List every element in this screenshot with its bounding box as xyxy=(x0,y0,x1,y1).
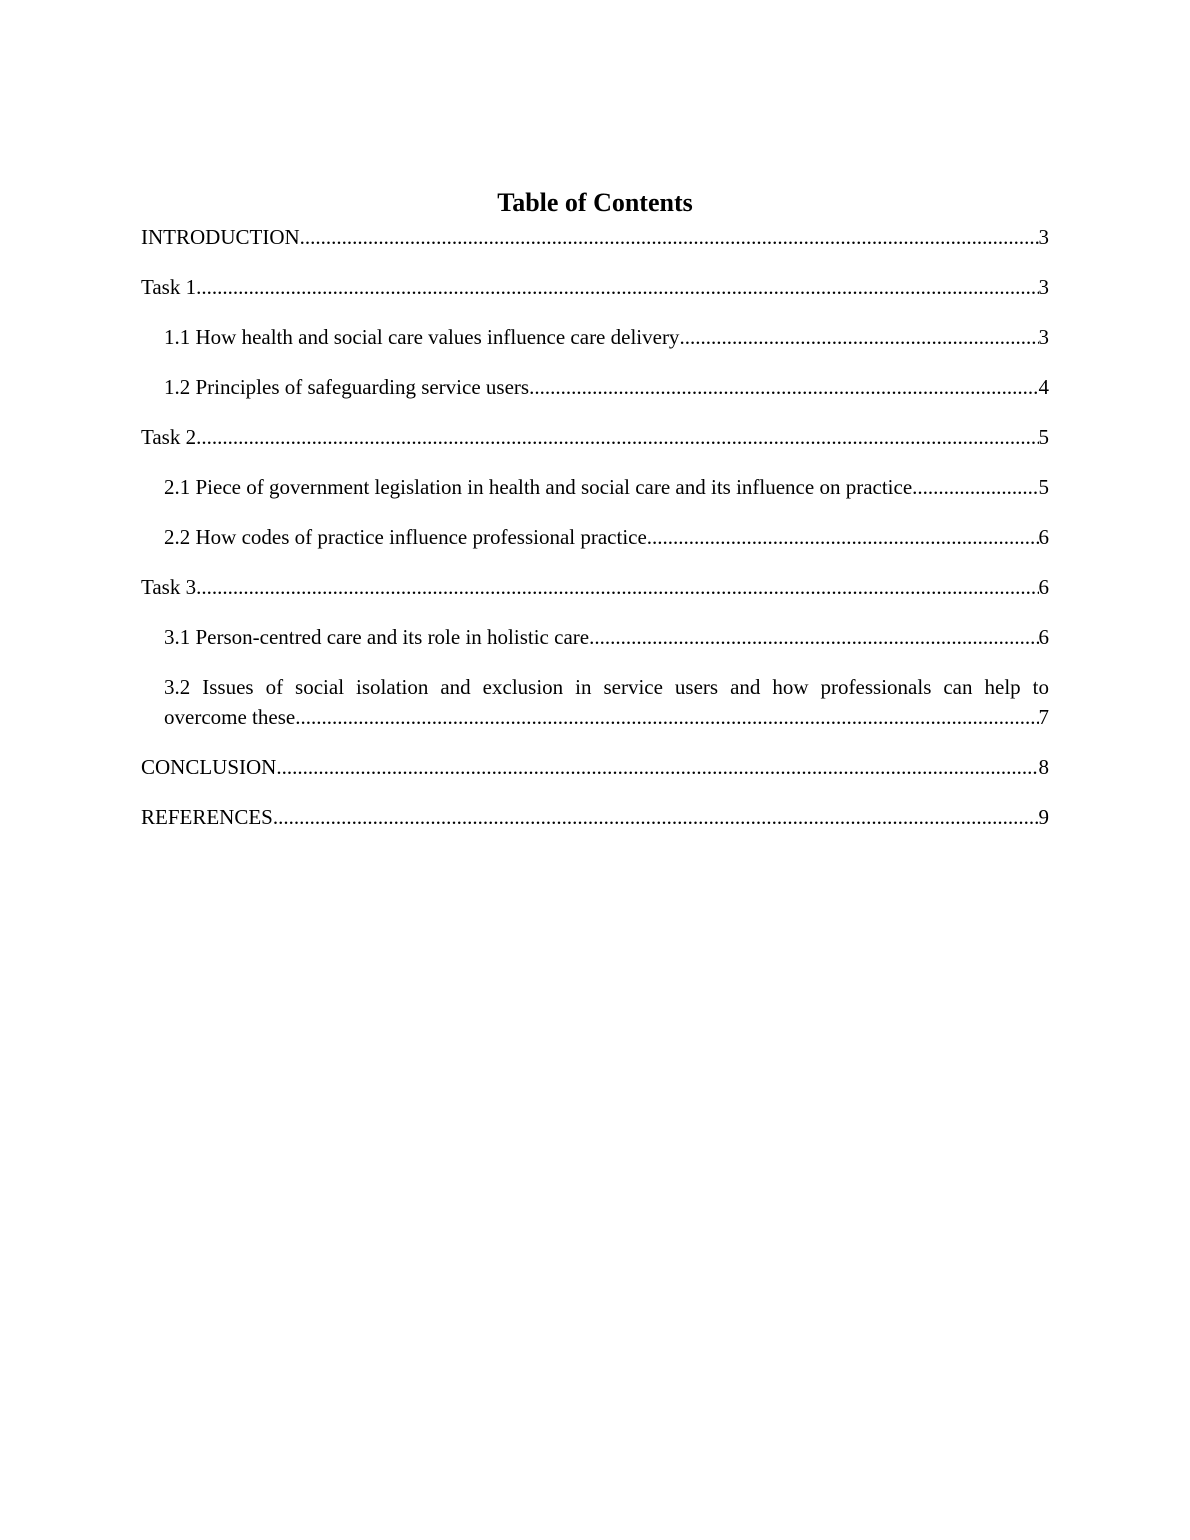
toc-entry-label: 3.1 Person-centred care and its role in holistic care xyxy=(164,625,590,649)
toc-entry-label: 2.2 How codes of practice influence professional practice xyxy=(164,525,647,549)
toc-entry-label: 1.1 How health and social care values influence care delivery xyxy=(164,325,680,349)
toc-page-number: 6 xyxy=(1038,625,1049,649)
toc-entry-label-line-2: overcome these xyxy=(164,705,296,729)
toc-entry-references[interactable] xyxy=(141,802,1049,832)
toc-page-number: 5 xyxy=(1038,425,1049,449)
toc-page-number: 3 xyxy=(1038,275,1049,299)
toc-dot-leader xyxy=(196,422,1038,452)
toc-entry-1-1[interactable] xyxy=(141,322,1049,352)
toc-entry-label: 2.1 Piece of government legislation in health and social care and its influence on practice xyxy=(164,475,913,499)
toc-page-number: 9 xyxy=(1038,805,1049,829)
toc-entry-label: Task 1 xyxy=(141,275,197,299)
toc-dot-leader xyxy=(300,222,1039,252)
toc-dot-leader xyxy=(276,752,1038,782)
toc-dot-leader xyxy=(912,472,1038,502)
toc-entry-label-line-1: 3.2 Issues of social isolation and exclusion in service users and how professionals can help to xyxy=(164,675,1049,699)
toc-entry-label: REFERENCES xyxy=(141,805,273,829)
toc-entry-introduction[interactable] xyxy=(141,222,1049,252)
toc-page-number: 7 xyxy=(1038,705,1049,729)
toc-entry-label: CONCLUSION xyxy=(141,755,277,779)
toc-page-number: 8 xyxy=(1038,755,1049,779)
toc-entry-task-2[interactable] xyxy=(141,422,1049,452)
toc-page-number: 6 xyxy=(1038,575,1049,599)
toc-dot-leader xyxy=(647,522,1039,552)
toc-page-number: 3 xyxy=(1038,225,1049,249)
toc-dot-leader xyxy=(529,372,1038,402)
toc-page-number: 5 xyxy=(1038,475,1049,499)
table-of-contents xyxy=(141,185,1049,852)
toc-dot-leader xyxy=(295,702,1038,732)
toc-dot-leader xyxy=(589,622,1038,652)
toc-dot-leader xyxy=(196,572,1038,602)
toc-entry-label: INTRODUCTION xyxy=(141,225,300,249)
toc-entry-3-2[interactable] xyxy=(141,672,1049,732)
toc-page-number: 3 xyxy=(1038,325,1049,349)
toc-entry-conclusion[interactable] xyxy=(141,752,1049,782)
toc-page-number: 6 xyxy=(1038,525,1049,549)
toc-page-number: 4 xyxy=(1038,375,1049,399)
toc-entry-2-1[interactable] xyxy=(141,472,1049,502)
toc-entry-label: Task 2 xyxy=(141,425,197,449)
toc-entry-label: Task 3 xyxy=(141,575,197,599)
toc-entry-task-1[interactable] xyxy=(141,272,1049,302)
toc-dot-leader xyxy=(273,802,1039,832)
toc-entry-task-3[interactable] xyxy=(141,572,1049,602)
toc-entry-3-1[interactable] xyxy=(141,622,1049,652)
toc-entry-2-2[interactable] xyxy=(141,522,1049,552)
toc-entry-1-2[interactable] xyxy=(141,372,1049,402)
toc-title: Table of Contents xyxy=(497,188,693,217)
toc-entry-label: 1.2 Principles of safeguarding service users xyxy=(164,375,530,399)
toc-dot-leader xyxy=(679,322,1038,352)
toc-dot-leader xyxy=(196,272,1038,302)
toc-list xyxy=(141,222,1049,832)
